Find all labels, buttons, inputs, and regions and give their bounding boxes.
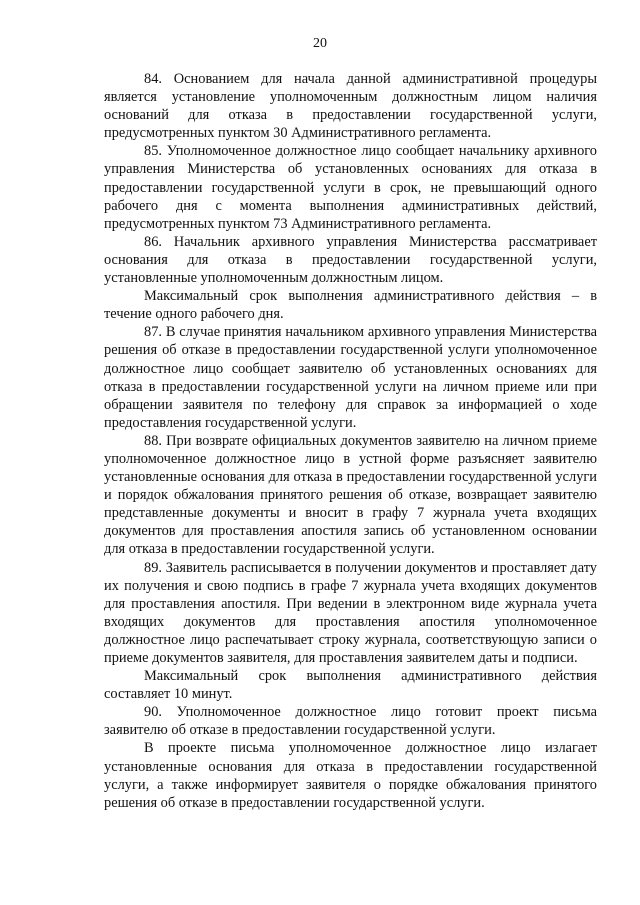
- paragraph-86-deadline: Максимальный срок выполнения административного действия – в течение одного рабочего дня.: [104, 288, 597, 323]
- page-number: 20: [313, 36, 327, 51]
- paragraph-86: 86. Начальник архивного управления Министерства рассматривает основания для отказа в предоставлении государственной услуги, установленные уполномоченным должностным лицом.: [104, 233, 597, 287]
- paragraph-87: 87. В случае принятия начальником архивного управления Министерства решения об отказе в предоставлении государственной услуги уполномоченное должностное лицо сообщает заявителю об установленных основаниях для отказа в предоставлении государственной услуги на личном приеме или при обращении заявителя по телефону для справок за информацией о ходе предоставления государственной услуги.: [104, 324, 597, 431]
- paragraph-85: 85. Уполномоченное должностное лицо сообщает начальнику архивного управления Министерства об установленных основаниях для отказа в предоставлении государственной услуги в срок, не превышающий одного рабочего дня с момента выполнения административных действий, предусмотренных пунктом 73 Административного регламента.: [104, 143, 597, 232]
- paragraph-89-deadline: Максимальный срок выполнения административного действия составляет 10 минут.: [104, 668, 597, 703]
- paragraph-89: 89. Заявитель расписывается в получении документов и проставляет дату их получения и свою подпись в графе 7 журнала учета входящих документов для проставления апостиля. При ведении в электронном виде журнала учета входящих документов для проставления апостиля уполномоченное должностное лицо распечатывает строку журнала, соответствующую записи о приеме документов заявителя, для проставления заявителем даты и подписи.: [104, 559, 597, 666]
- paragraph-88: 88. При возврате официальных документов заявителю на личном приеме уполномоченное должностное лицо в устной форме разъясняет заявителю установленные основания для отказа в предоставлении государственной услуги и порядок обжалования принятого решения об отказе, возвращает заявителю представленные документы и вносит в графу 7 журнала учета входящих документов для проставления апостиля запись об установленном основании для отказа в предоставлении государственной услуги.: [104, 432, 597, 558]
- document-body: [104, 70, 597, 812]
- paragraph-90: 90. Уполномоченное должностное лицо готовит проект письма заявителю об отказе в предоставлении государственной услуги.: [104, 704, 597, 739]
- paragraph-90-draft: В проекте письма уполномоченное должностное лицо излагает установленные основания для отказа в предоставлении государственной услуги, а также информирует заявителя о порядке обжалования принятого решения об отказе в предоставлении государственной услуги.: [104, 740, 597, 811]
- paragraph-84: 84. Основанием для начала данной административной процедуры является установление уполномоченным должностным лицом наличия оснований для отказа в предоставлении государственной услуги, предусмотренных пунктом 30 Административного регламента.: [104, 71, 597, 142]
